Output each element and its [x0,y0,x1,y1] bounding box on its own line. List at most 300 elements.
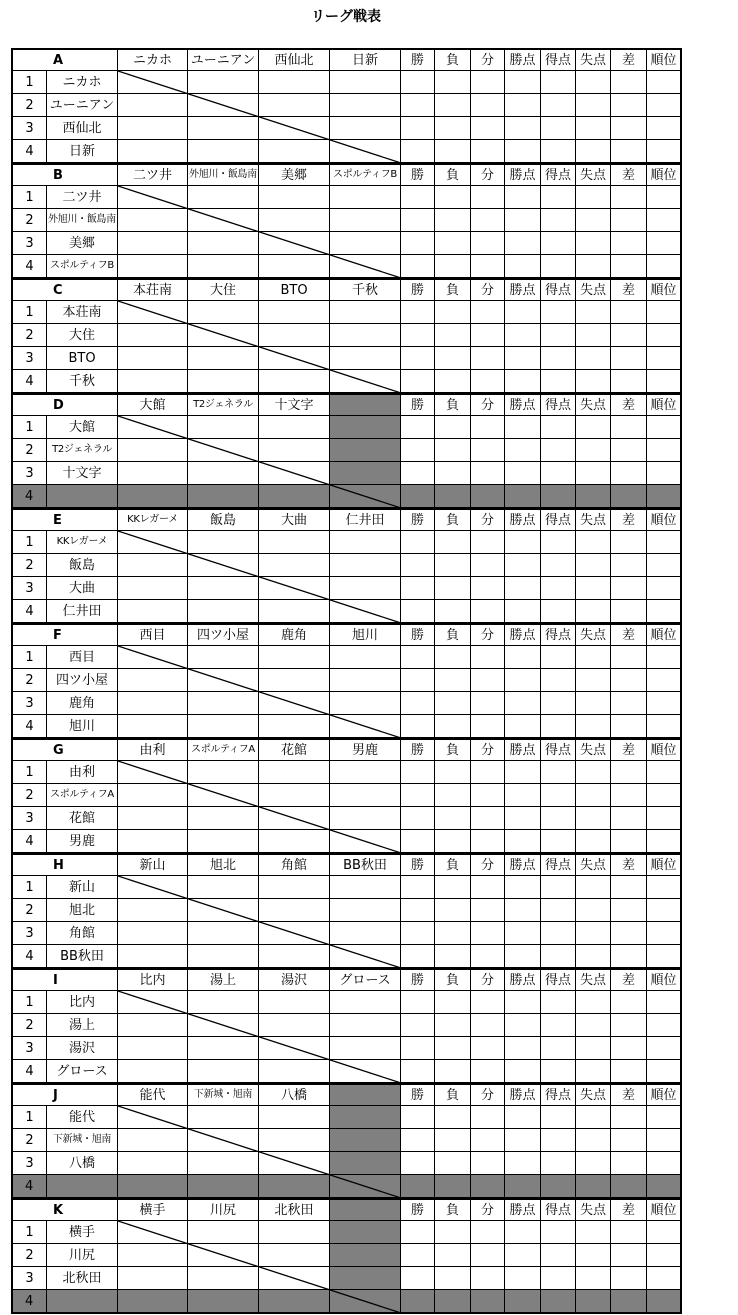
stat-cell [471,94,505,117]
match-cell [259,347,330,370]
match-cell [259,1060,330,1083]
match-cell [259,1175,330,1198]
match-cell [330,600,401,623]
stat-header: 勝点 [505,48,541,71]
stat-cell [611,1152,647,1175]
stat-cell [647,1244,682,1267]
stat-cell [576,1152,611,1175]
stat-cell [505,554,541,577]
stat-cell [435,761,471,784]
stat-cell [435,899,471,922]
stat-cell [401,554,435,577]
match-cell [330,646,401,669]
opponent-header: 仁井田 [330,508,401,531]
match-cell [118,347,188,370]
stat-cell [435,876,471,899]
stat-cell [435,255,471,278]
row-number: 4 [11,255,47,278]
opponent-header: 旭川 [330,623,401,646]
stat-cell [611,1267,647,1290]
stat-cell [471,554,505,577]
match-cell [118,1037,188,1060]
match-cell [259,209,330,232]
opponent-header: 旭北 [188,853,259,876]
match-cell [188,715,259,738]
team-row [11,485,682,508]
opponent-header [330,393,401,416]
match-cell [259,439,330,462]
stat-cell [576,485,611,508]
match-cell [259,600,330,623]
stat-cell [401,784,435,807]
stat-header: 失点 [576,1198,611,1221]
match-cell [330,209,401,232]
stat-cell [576,646,611,669]
stat-header: 分 [471,278,505,301]
match-cell [188,922,259,945]
match-cell [118,1244,188,1267]
row-number: 1 [11,646,47,669]
match-cell [259,554,330,577]
match-cell [330,531,401,554]
stat-cell [541,830,576,853]
match-cell [259,140,330,163]
stat-header: 失点 [576,48,611,71]
stat-cell [541,1290,576,1313]
row-number: 2 [11,1129,47,1152]
stat-header: 順位 [647,1083,682,1106]
league-header-row [11,738,682,761]
stat-cell [576,416,611,439]
stat-cell [435,347,471,370]
match-cell [118,692,188,715]
stat-header: 勝 [401,738,435,761]
stat-cell [505,830,541,853]
team-name: 比内 [47,991,118,1014]
stat-cell [401,462,435,485]
stat-cell [401,209,435,232]
stat-cell [647,1129,682,1152]
stat-cell [435,807,471,830]
row-number: 3 [11,347,47,370]
group-label: B [11,163,118,186]
stat-header: 勝 [401,163,435,186]
stat-header: 順位 [647,853,682,876]
stat-cell [505,945,541,968]
match-cell [259,1014,330,1037]
team-row [11,1244,682,1267]
stat-cell [471,1221,505,1244]
stat-header: 失点 [576,853,611,876]
stat-header: 分 [471,393,505,416]
stat-cell [471,784,505,807]
stat-header: 勝点 [505,1198,541,1221]
stat-cell [505,94,541,117]
group-label: F [11,623,118,646]
match-cell [118,301,188,324]
stat-header: 分 [471,48,505,71]
team-name: 鹿角 [47,692,118,715]
team-name: T2ジェネラル [47,439,118,462]
opponent-header: 大住 [188,278,259,301]
league-block [11,853,682,968]
group-label: E [11,508,118,531]
group-label: J [11,1083,118,1106]
stat-cell [541,370,576,393]
stat-cell [471,600,505,623]
stat-header: 得点 [541,623,576,646]
stat-cell [505,255,541,278]
stat-cell [541,485,576,508]
team-row [11,646,682,669]
stat-cell [576,784,611,807]
stat-cell [401,692,435,715]
stat-cell [611,1037,647,1060]
opponent-header: 四ツ小屋 [188,623,259,646]
team-row [11,692,682,715]
league-header-row [11,853,682,876]
team-row [11,1267,682,1290]
stat-cell [576,669,611,692]
stat-cell [576,1267,611,1290]
team-name: 八橋 [47,1152,118,1175]
team-row [11,1221,682,1244]
stat-cell [611,1290,647,1313]
stat-cell [435,1014,471,1037]
match-cell [118,830,188,853]
stat-cell [471,1244,505,1267]
team-name: ユーニアン [47,94,118,117]
stat-header: 負 [435,738,471,761]
stat-cell [435,117,471,140]
team-row [11,577,682,600]
match-cell [259,416,330,439]
row-number: 4 [11,830,47,853]
stat-header: 差 [611,853,647,876]
stat-cell [505,1290,541,1313]
match-cell [259,485,330,508]
match-cell [259,692,330,715]
team-row [11,117,682,140]
stat-cell [611,531,647,554]
match-cell [259,807,330,830]
team-name: 湯沢 [47,1037,118,1060]
opponent-header: 湯沢 [259,968,330,991]
stat-header: 勝点 [505,1083,541,1106]
match-cell [259,991,330,1014]
stat-cell [611,301,647,324]
stat-cell [647,715,682,738]
stat-cell [576,554,611,577]
match-cell [259,922,330,945]
match-cell [259,1037,330,1060]
stat-cell [401,1267,435,1290]
stat-cell [471,485,505,508]
stat-cell [401,1106,435,1129]
stat-cell [541,1152,576,1175]
match-cell [259,1129,330,1152]
stat-cell [541,692,576,715]
row-number: 4 [11,1060,47,1083]
stat-cell [647,600,682,623]
stat-cell [576,692,611,715]
opponent-header: 北秋田 [259,1198,330,1221]
stat-cell [576,186,611,209]
match-cell [188,301,259,324]
row-number: 2 [11,1014,47,1037]
match-cell [259,117,330,140]
stat-cell [505,370,541,393]
row-number: 3 [11,692,47,715]
team-row [11,784,682,807]
stat-header: 負 [435,48,471,71]
stat-header: 分 [471,1198,505,1221]
team-row [11,1152,682,1175]
match-cell [188,646,259,669]
row-number: 3 [11,922,47,945]
stat-cell [541,1129,576,1152]
stat-cell [505,71,541,94]
stat-cell [611,1060,647,1083]
team-row [11,991,682,1014]
match-cell [330,1060,401,1083]
row-number: 3 [11,232,47,255]
stat-header: 勝 [401,853,435,876]
opponent-header: T2ジェネラル [188,393,259,416]
match-cell [330,876,401,899]
match-cell [259,669,330,692]
stat-cell [647,646,682,669]
stat-header: 失点 [576,278,611,301]
match-cell [259,830,330,853]
stat-cell [576,1037,611,1060]
stat-header: 順位 [647,278,682,301]
stat-cell [435,715,471,738]
row-number: 2 [11,1244,47,1267]
stat-cell [611,462,647,485]
stat-cell [435,324,471,347]
league-block [11,968,682,1083]
group-label: I [11,968,118,991]
stat-cell [576,370,611,393]
match-cell [118,140,188,163]
stat-cell [435,1106,471,1129]
stat-cell [401,186,435,209]
stat-cell [647,761,682,784]
match-cell [259,301,330,324]
stat-cell [541,1175,576,1198]
match-cell [188,439,259,462]
team-row [11,439,682,462]
stat-cell [541,324,576,347]
team-row [11,1290,682,1313]
match-cell [118,899,188,922]
row-number: 3 [11,1152,47,1175]
stat-header: 失点 [576,1083,611,1106]
stat-header: 得点 [541,393,576,416]
team-row [11,922,682,945]
row-number: 1 [11,71,47,94]
league-block [11,623,682,738]
opponent-header [330,1083,401,1106]
row-number: 4 [11,600,47,623]
team-row [11,830,682,853]
stat-cell [505,1152,541,1175]
stat-cell [576,1221,611,1244]
match-cell [118,600,188,623]
match-cell [118,1152,188,1175]
team-name: 飯島 [47,554,118,577]
opponent-header: グロース [330,968,401,991]
stat-cell [471,1014,505,1037]
team-name: 西目 [47,646,118,669]
stat-cell [541,554,576,577]
match-cell [330,416,401,439]
match-cell [118,761,188,784]
match-cell [330,922,401,945]
opponent-header: 角館 [259,853,330,876]
stat-cell [576,462,611,485]
match-cell [188,485,259,508]
team-name: 本荘南 [47,301,118,324]
stat-cell [435,600,471,623]
opponent-header: 男鹿 [330,738,401,761]
match-cell [330,945,401,968]
stat-cell [576,1014,611,1037]
stat-cell [435,1290,471,1313]
match-cell [259,1152,330,1175]
stat-cell [647,1152,682,1175]
stat-cell [435,140,471,163]
team-name: 大曲 [47,577,118,600]
stat-cell [505,715,541,738]
stat-cell [471,324,505,347]
match-cell [330,255,401,278]
stat-cell [505,1267,541,1290]
stat-cell [471,646,505,669]
match-cell [118,922,188,945]
team-name: 大住 [47,324,118,347]
team-name: 旭川 [47,715,118,738]
match-cell [118,1060,188,1083]
stat-cell [611,899,647,922]
stat-cell [647,577,682,600]
stat-cell [611,71,647,94]
stat-cell [647,669,682,692]
stat-cell [576,600,611,623]
stat-cell [505,186,541,209]
match-cell [188,899,259,922]
match-cell [330,784,401,807]
team-row [11,1037,682,1060]
stat-cell [505,646,541,669]
team-row [11,94,682,117]
league-header-row [11,163,682,186]
stat-cell [505,462,541,485]
team-row [11,761,682,784]
stat-cell [505,485,541,508]
row-number: 2 [11,209,47,232]
stat-cell [401,71,435,94]
opponent-header: 千秋 [330,278,401,301]
stat-header: 負 [435,853,471,876]
stat-cell [401,646,435,669]
team-name: 花館 [47,807,118,830]
stat-cell [541,301,576,324]
match-cell [330,324,401,347]
match-cell [188,416,259,439]
match-cell [118,462,188,485]
team-name: 外旭川・飯島南 [47,209,118,232]
stat-cell [611,416,647,439]
stat-cell [611,876,647,899]
match-cell [188,669,259,692]
team-row [11,1014,682,1037]
stat-cell [611,324,647,347]
league-block [11,393,682,508]
match-cell [259,1221,330,1244]
match-cell [188,945,259,968]
match-cell [188,140,259,163]
league-header-row [11,48,682,71]
match-cell [259,462,330,485]
row-number: 4 [11,1175,47,1198]
league-header-row [11,278,682,301]
opponent-header: 鹿角 [259,623,330,646]
match-cell [118,807,188,830]
stat-cell [471,715,505,738]
league-header-row [11,508,682,531]
stat-cell [471,807,505,830]
match-cell [188,232,259,255]
match-cell [188,1152,259,1175]
match-cell [259,945,330,968]
stat-cell [401,807,435,830]
match-cell [118,577,188,600]
stat-cell [647,439,682,462]
stat-header: 得点 [541,1083,576,1106]
stat-cell [505,416,541,439]
match-cell [188,1060,259,1083]
team-row [11,255,682,278]
stat-cell [471,1037,505,1060]
match-cell [118,1221,188,1244]
stat-cell [611,991,647,1014]
stat-cell [611,784,647,807]
match-cell [188,1221,259,1244]
stat-cell [435,669,471,692]
stat-cell [505,899,541,922]
stat-cell [435,1037,471,1060]
stat-header: 差 [611,968,647,991]
stat-header: 順位 [647,623,682,646]
stat-header: 差 [611,738,647,761]
match-cell [118,255,188,278]
stat-cell [435,1152,471,1175]
match-cell [259,1106,330,1129]
stat-cell [401,1152,435,1175]
team-row [11,416,682,439]
stat-cell [611,1129,647,1152]
stat-header: 負 [435,393,471,416]
stat-cell [576,761,611,784]
stat-header: 勝点 [505,968,541,991]
team-row [11,370,682,393]
team-name: 横手 [47,1221,118,1244]
stat-header: 勝点 [505,508,541,531]
stat-cell [505,117,541,140]
stat-header: 分 [471,163,505,186]
